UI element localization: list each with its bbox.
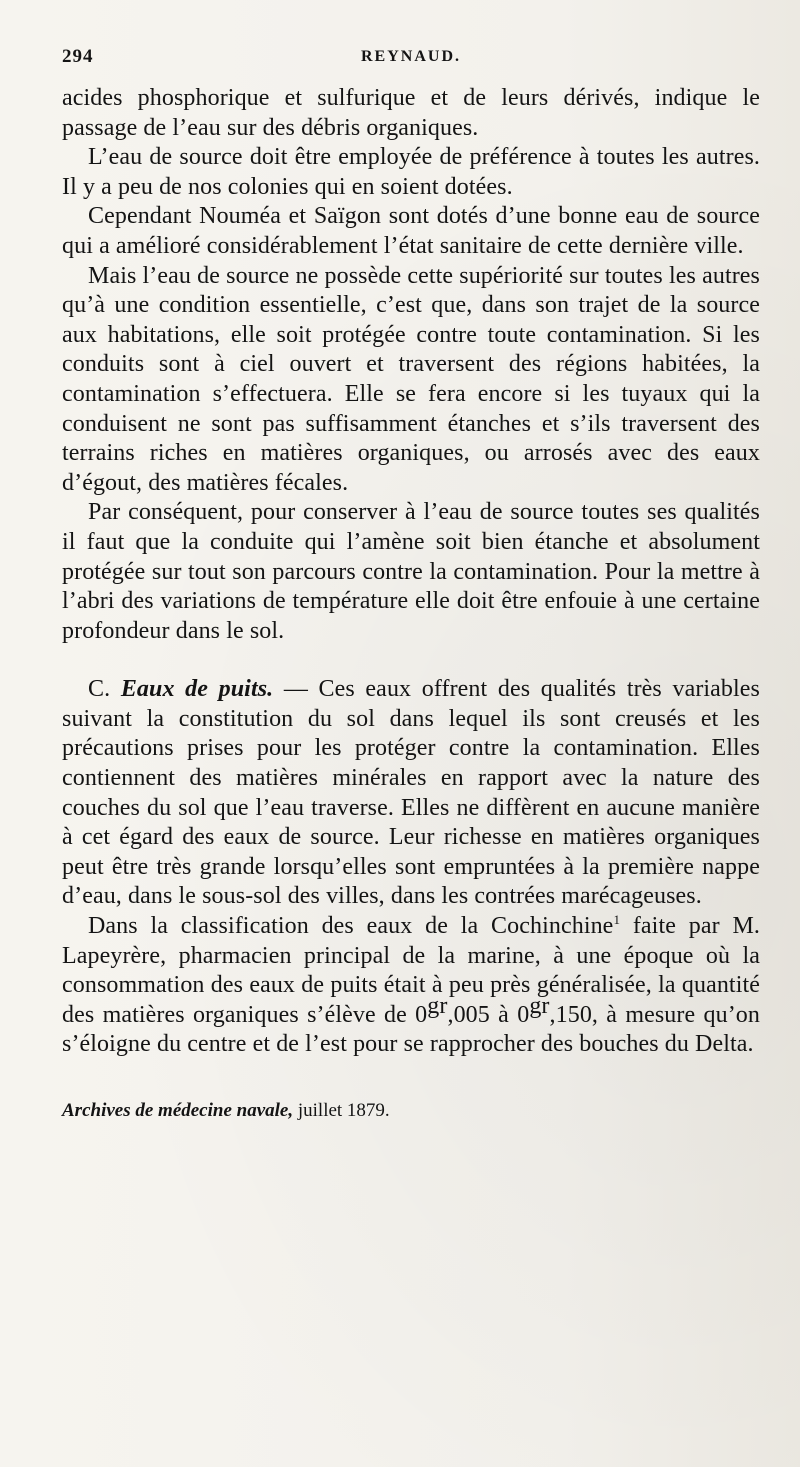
section-label: C. (88, 676, 111, 703)
text-run: Dans la classification des eaux de la Cochinchine (88, 913, 614, 940)
paragraph-cochinchina (62, 912, 760, 1060)
text-run: ,150, à mesure qu’on s’éloigne du centre et de l’est pour se rapprocher des bouches du Delta. (62, 1001, 761, 1058)
page-number: 294 (62, 46, 94, 67)
body-text (62, 84, 760, 1060)
paragraph-noumea-saigon: Cependant Nouméa et Saïgon sont dotés d’une bonne eau de source qui a amélioré considérablement l’état sanitaire de cette dernière ville. (62, 203, 760, 259)
paragraph-source-water: L’eau de source doit être employée de préférence à toutes les autres. Il y a peu de nos colonies qui en soient dotées. (62, 144, 760, 200)
footnote-reference: 1 (613, 912, 621, 928)
paragraph-continuation: acides phosphorique et sulfurique et de leurs dérivés, indique le passage de l’eau sur des débris organiques. (62, 85, 760, 141)
paragraph-conduit: Par conséquent, pour conserver à l’eau de source toutes ses qualités il faut que la conduite qui l’amène soit bien étanche et absolument protégée sur tout son parcours contre la contamination. Pour la mettre à l’abri des variations de température elle doit être enfouie à une certaine profondeur dans le sol. (62, 499, 760, 644)
paragraph-well-water (62, 675, 760, 912)
text-run: faite par M. Lapeyrère, pharmacien principal de la marine, à une époque où la consommation des eaux de puits était à peu près généralisée, la quantité des matières organiques s’élève de 0 (62, 913, 760, 1028)
footnote-title: Archives de médecine navale, (62, 1100, 294, 1121)
paragraph-contamination: Mais l’eau de source ne possède cette supériorité sur toutes les autres qu’à une condition essentielle, c’est que, dans son trajet de la source aux habitations, elle soit protégée contre toute contamination. Si les conduits sont à ciel ouvert et traversent des régions habitées, la contamination s’effectuera. Elle se fera encore si les tuyaux qui la conduisent ne sont pas suffisamment étanches et s’ils traversent des terrains riches en matières organiques, ou arrosés avec des eaux d’égout, des matières fécales. (62, 262, 760, 496)
section-text: — Ces eaux offrent des qualités très variables suivant la constitution du sol dans lequel ils sont creusés et les précautions prises pour les protéger contre la contamination. Elles contiennent des matières minérales en rapport avec la nature des couches du sol que l’eau traverse. Elles ne diffèrent en aucune manière à cet égard des eaux de source. Leur richesse en matières organiques peut être très grande lorsqu’elles sont empruntées à la première nappe d’eau, dans le sous-sol des villes, dans les contrées marécageuses. (62, 676, 760, 910)
footnote-date: juillet 1879. (293, 1100, 390, 1121)
footnote (62, 1100, 760, 1122)
section-title: Eaux de puits. (120, 676, 274, 703)
unit-gram: gr (427, 992, 448, 1019)
unit-gram: gr (529, 992, 550, 1019)
text-run: ,005 à 0 (447, 1001, 530, 1028)
running-head (62, 46, 760, 76)
running-head-author: REYNAUD. (361, 48, 461, 65)
